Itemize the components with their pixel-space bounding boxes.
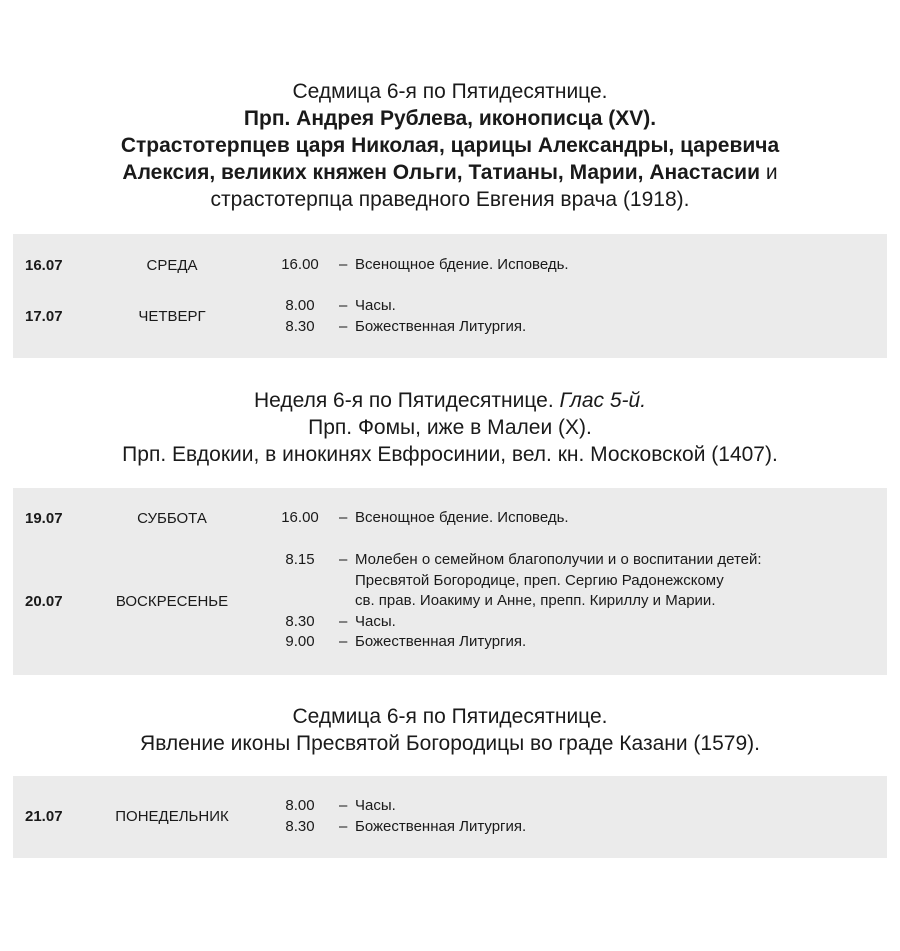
section-2-heading (0, 387, 900, 468)
service-time: 8.30 (285, 817, 315, 835)
service-time: 8.00 (285, 797, 315, 814)
day-date: 20.07 (25, 593, 63, 610)
dash: – (339, 509, 348, 526)
service-row (275, 571, 762, 592)
section-3-heading (0, 703, 900, 757)
heading-line (0, 159, 900, 186)
dash: – (339, 817, 348, 835)
service-time: 8.00 (285, 297, 315, 314)
service-row (275, 796, 526, 817)
day-date: 16.07 (25, 257, 63, 274)
service-text: св. прав. Иоакиму и Анне, препп. Кириллу и Марии. (355, 592, 716, 609)
day-weekday: СУББОТА (137, 510, 207, 527)
heading-text: Неделя 6-я по Пятидесятнице. (253, 389, 560, 412)
service-row (275, 632, 762, 653)
heading-line (0, 414, 900, 441)
day-weekday: ЧЕТВЕРГ (138, 308, 206, 325)
heading-text: Явление иконы Пресвятой Богородицы во граде Казани (1579). (140, 732, 760, 755)
heading-line (0, 703, 900, 730)
heading-line (0, 441, 900, 468)
service-time: 8.15 (285, 551, 315, 568)
service-row (275, 550, 762, 571)
heading-text: Страстотерпцев царя Николая, царицы Александры, царевича (120, 134, 780, 157)
heading-text: Алексия, великих княжен Ольги, Татианы, Марии, Анастасии (122, 161, 761, 184)
service-text: Пресвятой Богородице, преп. Сергию Радонежскому (355, 571, 724, 589)
dash: – (339, 633, 348, 650)
service-text: Божественная Литургия. (355, 633, 527, 650)
day-weekday: СРЕДА (146, 257, 198, 274)
service-row (275, 508, 569, 529)
day-date: 19.07 (25, 510, 63, 527)
heading-text: Глас 5-й. (559, 389, 647, 412)
service-list (275, 550, 762, 653)
heading-line (0, 132, 900, 159)
heading-text: Прп. Фомы, иже в Малеи (X). (308, 416, 592, 439)
heading-line (0, 186, 900, 213)
service-text: Часы. (355, 797, 396, 814)
service-list (275, 255, 569, 276)
heading-text: Прп. Андрея Рублева, иконописца (XV). (243, 107, 657, 130)
dash: – (339, 612, 348, 630)
heading-line (0, 730, 900, 757)
service-time: 16.00 (281, 509, 319, 526)
service-time: 8.30 (285, 612, 315, 630)
heading-line (0, 78, 900, 105)
heading-text: Седмица 6-я по Пятидесятнице. (292, 80, 608, 103)
heading-text: страстотерпца праведного Евгения врача (1918). (210, 188, 690, 211)
schedule-block-3 (13, 776, 887, 858)
dash: – (339, 297, 348, 314)
service-text: Часы. (355, 297, 396, 314)
service-list (275, 796, 526, 837)
service-text: Молебен о семейном благополучии и о воспитании детей: (355, 551, 762, 568)
dash: – (339, 797, 348, 814)
schedule-block-1 (13, 234, 887, 358)
service-text: Божественная Литургия. (355, 317, 527, 335)
day-weekday: ПОНЕДЕЛЬНИК (115, 808, 229, 825)
service-list (275, 508, 569, 529)
heading-text: Седмица 6-я по Пятидесятнице. (292, 705, 608, 728)
service-row (275, 591, 762, 612)
dash: – (339, 317, 348, 335)
service-text: Всенощное бдение. Исповедь. (355, 509, 569, 526)
service-text: Часы. (355, 612, 396, 630)
service-time: 16.00 (281, 256, 319, 273)
service-text: Всенощное бдение. Исповедь. (355, 256, 569, 273)
heading-line (0, 387, 900, 414)
day-date: 17.07 (25, 308, 63, 325)
service-row (275, 255, 569, 276)
service-text: Божественная Литургия. (355, 817, 527, 835)
schedule-block-2 (13, 488, 887, 675)
service-row (275, 296, 526, 317)
section-1-heading (0, 78, 900, 213)
service-row (275, 817, 526, 838)
heading-line (0, 105, 900, 132)
dash: – (339, 256, 348, 273)
service-time: 8.30 (285, 317, 315, 335)
heading-text: Прп. Евдокии, в инокинях Евфросинии, вел. кн. Московской (1407). (122, 443, 778, 466)
service-list (275, 296, 526, 337)
day-date: 21.07 (25, 808, 63, 825)
dash: – (339, 551, 348, 568)
heading-text: и (760, 161, 778, 184)
day-weekday: ВОСКРЕСЕНЬЕ (115, 593, 229, 610)
service-row (275, 612, 762, 633)
service-time: 9.00 (285, 633, 315, 650)
service-row (275, 317, 526, 338)
